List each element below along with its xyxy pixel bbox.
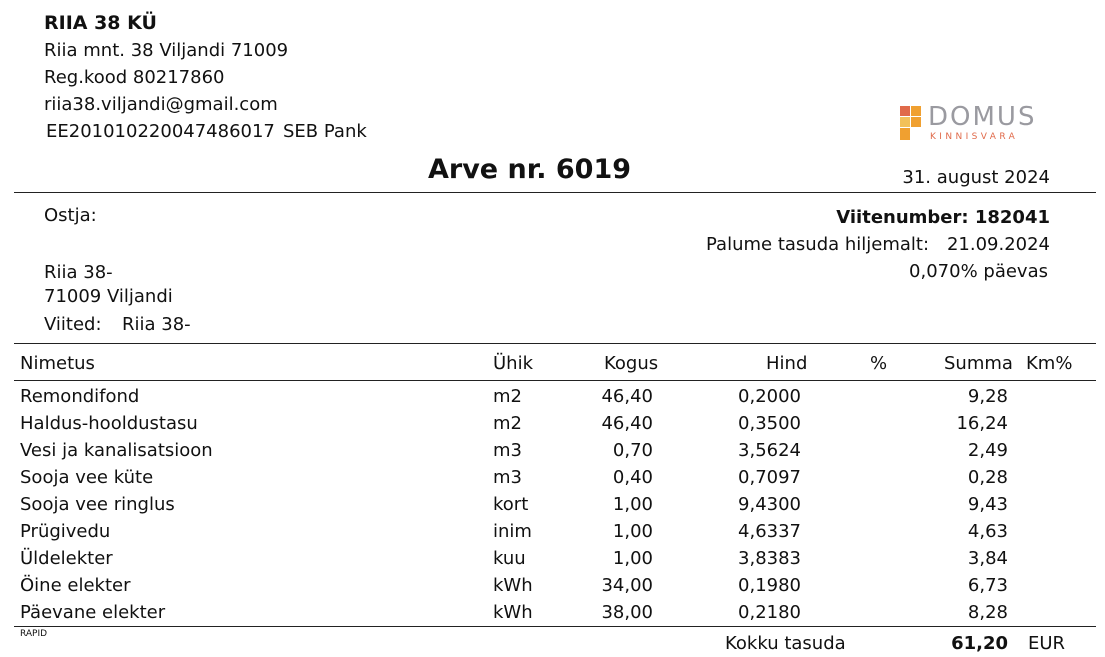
- cell-unit: inim: [493, 521, 532, 542]
- buyer-line1: Riia 38-: [44, 262, 113, 283]
- header-qty: Kogus: [604, 353, 659, 374]
- cell-name: Vesi ja kanalisatsioon: [20, 440, 213, 461]
- cell-sum: 4,63: [967, 521, 1008, 542]
- logo-square-icon: [900, 128, 910, 140]
- cell-unit: m3: [493, 467, 522, 488]
- header-name: Nimetus: [20, 353, 95, 374]
- logo-square-icon: [911, 106, 921, 116]
- cell-name: Remondifond: [20, 386, 140, 407]
- logo-square-icon: [900, 117, 910, 127]
- total-value: 61,20: [951, 633, 1008, 654]
- invoice-date: 31. august 2024: [902, 167, 1050, 188]
- cell-name: Prügivedu: [20, 521, 111, 542]
- cell-name: Sooja vee küte: [20, 467, 154, 488]
- buyer-refs-value: Riia 38-: [122, 314, 191, 335]
- cell-qty: 34,00: [601, 575, 653, 596]
- cell-price: 9,4300: [738, 494, 801, 515]
- buyer-refs-label: Viited:: [44, 314, 102, 335]
- due-label: Palume tasuda hiljemalt:: [706, 234, 930, 255]
- cell-sum: 8,28: [967, 602, 1008, 623]
- divider: [14, 343, 1096, 344]
- cell-price: 0,1980: [738, 575, 801, 596]
- cell-qty: 46,40: [601, 386, 653, 407]
- seller-name: RIIA 38 KÜ: [44, 12, 157, 34]
- cell-price: 3,5624: [738, 440, 801, 461]
- cell-price: 0,2180: [738, 602, 801, 623]
- logo-square-icon: [900, 106, 910, 116]
- cell-sum: 2,49: [967, 440, 1008, 461]
- cell-name: Sooja vee ringlus: [20, 494, 175, 515]
- cell-price: 0,2000: [738, 386, 801, 407]
- domus-logo: [900, 102, 1065, 146]
- cell-qty: 0,40: [612, 467, 653, 488]
- cell-unit: kuu: [493, 548, 526, 569]
- cell-sum: 0,28: [967, 467, 1008, 488]
- divider: [14, 626, 1096, 627]
- logo-name: DOMUS: [928, 102, 1037, 132]
- total-label: Kokku tasuda: [725, 633, 846, 654]
- cell-unit: m2: [493, 386, 522, 407]
- cell-sum: 16,24: [956, 413, 1008, 434]
- cell-unit: m3: [493, 440, 522, 461]
- due-date: 21.09.2024: [946, 234, 1050, 255]
- cell-name: Haldus-hooldustasu: [20, 413, 198, 434]
- cell-unit: kWh: [493, 575, 533, 596]
- penalty-rate: 0,070% päevas: [909, 261, 1048, 282]
- reference-number: Viitenumber: 182041: [836, 207, 1050, 228]
- software-label: RAPID: [20, 629, 48, 639]
- cell-unit: m2: [493, 413, 522, 434]
- invoice-title: Arve nr. 6019: [428, 154, 632, 185]
- header-vat: Km%: [1026, 353, 1073, 374]
- seller-reg-code: Reg.kood 80217860: [44, 67, 225, 88]
- cell-sum: 3,84: [967, 548, 1008, 569]
- header-pct: %: [870, 353, 888, 374]
- cell-qty: 1,00: [612, 494, 653, 515]
- cell-sum: 9,28: [967, 386, 1008, 407]
- divider: [14, 380, 1096, 381]
- cell-unit: kWh: [493, 602, 533, 623]
- cell-qty: 1,00: [612, 548, 653, 569]
- cell-qty: 46,40: [601, 413, 653, 434]
- cell-qty: 38,00: [601, 602, 653, 623]
- divider: [14, 192, 1096, 193]
- cell-name: Üldelekter: [20, 548, 113, 569]
- logo-tagline: KINNISVARA: [930, 132, 1019, 142]
- cell-unit: kort: [493, 494, 529, 515]
- cell-price: 4,6337: [738, 521, 801, 542]
- cell-price: 0,7097: [738, 467, 801, 488]
- cell-qty: 0,70: [612, 440, 653, 461]
- buyer-line2: 71009 Viljandi: [44, 286, 173, 307]
- header-price: Hind: [766, 353, 808, 374]
- seller-email: riia38.viljandi@gmail.com: [44, 94, 278, 115]
- cell-price: 0,3500: [738, 413, 801, 434]
- total-currency: EUR: [1028, 633, 1066, 654]
- header-unit: Ühik: [493, 353, 534, 374]
- logo-square-icon: [911, 117, 921, 127]
- seller-iban: EE201010220047486017: [46, 121, 275, 142]
- buyer-label: Ostja:: [44, 205, 97, 226]
- cell-price: 3,8383: [738, 548, 801, 569]
- cell-name: Öine elekter: [20, 575, 131, 596]
- seller-address: Riia mnt. 38 Viljandi 71009: [44, 40, 289, 61]
- header-sum: Summa: [944, 353, 1013, 374]
- cell-sum: 6,73: [967, 575, 1008, 596]
- cell-qty: 1,00: [612, 521, 653, 542]
- cell-sum: 9,43: [967, 494, 1008, 515]
- seller-bank: SEB Pank: [283, 121, 367, 142]
- cell-name: Päevane elekter: [20, 602, 166, 623]
